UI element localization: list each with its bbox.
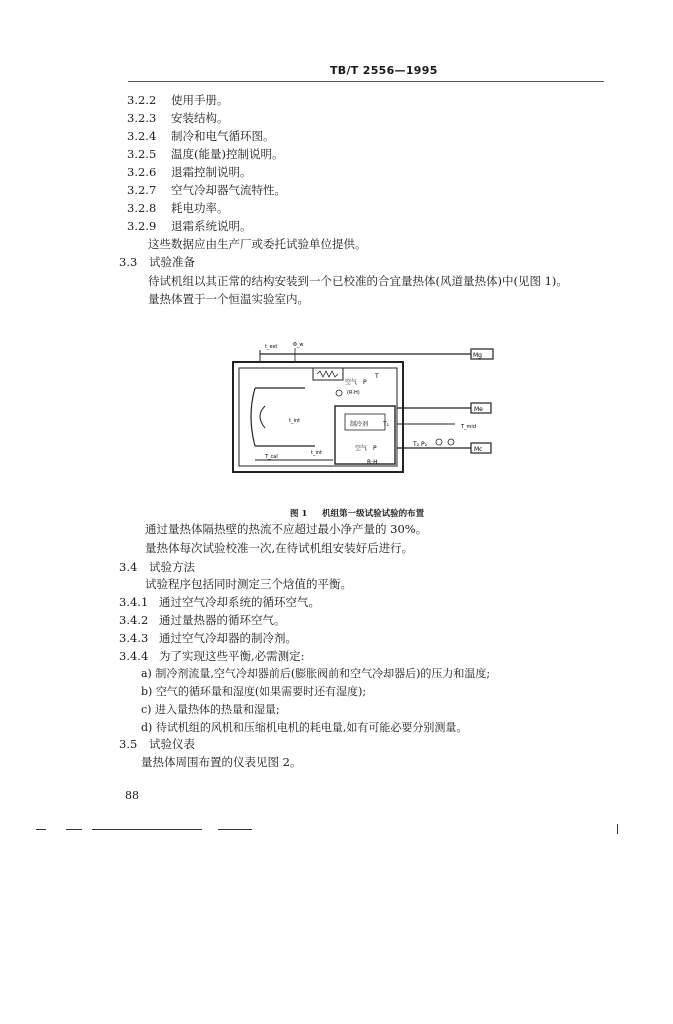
phi-w-label: Φ_w	[293, 342, 304, 348]
item-text: 温度(能量)控制说明。	[171, 147, 284, 161]
scan-mark	[36, 829, 46, 830]
item-number: 3.4.1	[119, 595, 149, 609]
scan-mark	[218, 829, 252, 830]
t-int-label: t_int	[289, 418, 300, 424]
figure-caption	[290, 507, 424, 519]
mg-label: Mg	[473, 352, 482, 359]
list-item	[127, 93, 229, 107]
item-text: 退霜控制说明。	[171, 165, 252, 179]
t-ext-label: t_ext	[265, 344, 278, 350]
item-text: 制冷和电气循环图。	[171, 129, 275, 143]
refrigerant-label: 制冷剂	[350, 421, 369, 428]
test-unit-box	[335, 406, 395, 464]
air-bottom-label: 空气	[355, 445, 368, 452]
section-title: 试验准备	[149, 255, 195, 269]
section-heading	[119, 255, 195, 269]
p-bottom-label: P	[373, 445, 377, 452]
list-item	[127, 129, 275, 143]
figure-1-diagram	[225, 336, 515, 478]
t-mid-label: T_mid	[461, 424, 476, 430]
section-title: 试验仪表	[149, 737, 195, 751]
sub-item: a) 制冷剂流量,空气冷却器前后(膨胀阀前和空气冷却器后)的压力和温度;	[141, 667, 491, 680]
paragraph: 这些数据应由生产厂或委托试验单位提供。	[148, 237, 367, 251]
item-number: 3.2.9	[127, 219, 157, 233]
rh-top-label: (R·H)	[347, 390, 360, 396]
item-number: 3.2.4	[127, 129, 157, 143]
figure-caption-number: 图 1	[290, 509, 308, 519]
list-item	[119, 631, 297, 645]
section-title: 试验方法	[149, 560, 195, 574]
figure-caption-text: 机组第一级试验试验的布置	[322, 509, 425, 519]
mc-label: Mc	[474, 446, 483, 453]
list-item	[127, 183, 286, 197]
scan-mark	[617, 824, 618, 834]
document-code-header: TB/T 2556—1995	[330, 64, 438, 77]
list-item	[119, 649, 305, 663]
item-number: 3.2.3	[127, 111, 157, 125]
item-text: 安装结构。	[171, 111, 229, 125]
section-heading	[119, 560, 195, 574]
item-text: 通过量热器的循环空气。	[159, 613, 286, 627]
sensor-circle	[436, 439, 442, 445]
item-text: 耗电功率。	[171, 201, 229, 215]
paragraph: 量热体周围布置的仪表见图 2。	[141, 755, 302, 769]
item-text: 通过空气冷却系统的循环空气。	[159, 595, 320, 609]
page-number: 88	[125, 789, 139, 802]
air-top-label: 空气	[345, 379, 358, 386]
item-number: 3.2.7	[127, 183, 157, 197]
t-cal-label: T_cal	[265, 454, 278, 460]
item-number: 3.2.8	[127, 201, 157, 215]
rh-bottom-label: R·H	[367, 459, 378, 466]
item-number: 3.4.3	[119, 631, 149, 645]
header-rule	[128, 81, 604, 82]
paragraph: 通过量热体隔热壁的热流不应超过最小净产量的 30%。	[145, 522, 428, 536]
sensor-circle-2	[448, 439, 454, 445]
section-heading	[119, 737, 195, 751]
sub-item: b) 空气的循环量和湿度(如果需要时还有湿度);	[141, 685, 367, 698]
item-text: 为了实现这些平衡,必需测定:	[159, 649, 305, 663]
paragraph: 量热体置于一个恒温实验室内。	[148, 292, 309, 306]
t1-label: T₁	[383, 421, 390, 428]
t-int-label-2: t_int	[311, 450, 322, 456]
section-number: 3.4	[119, 560, 138, 574]
scan-mark	[92, 829, 202, 830]
section-number: 3.5	[119, 737, 138, 751]
list-item	[127, 219, 252, 233]
item-text: 退霜系统说明。	[171, 219, 252, 233]
list-item	[127, 165, 252, 179]
list-item	[127, 201, 229, 215]
sub-item: c) 进入量热体的热量和湿量;	[141, 703, 280, 716]
heater-coil	[317, 371, 338, 377]
paragraph: 量热体每次试验校准一次,在待试机组安装好后进行。	[145, 541, 414, 555]
item-number: 3.2.2	[127, 93, 157, 107]
section-number: 3.3	[119, 255, 138, 269]
p-top-label: P	[363, 379, 367, 386]
item-number: 3.4.2	[119, 613, 149, 627]
t2-p2-label: T₂ P₂	[413, 441, 428, 448]
item-number: 3.2.5	[127, 147, 157, 161]
fan-top	[336, 390, 342, 396]
paragraph: 待试机组以其正常的结构安装到一个已校准的合宜量热体(风道量热体)中(见图 1)。	[148, 274, 568, 288]
paragraph: 试验程序包括同时测定三个焓值的平衡。	[145, 577, 352, 591]
sub-item: d) 待试机组的风机和压缩机电机的耗电量,如有可能必要分别测量。	[141, 721, 468, 734]
list-item	[119, 595, 320, 609]
list-item	[127, 111, 229, 125]
t-top-label: T	[375, 373, 379, 380]
item-text: 使用手册。	[171, 93, 229, 107]
scan-mark	[66, 829, 82, 830]
item-number: 3.4.4	[119, 649, 149, 663]
item-text: 通过空气冷却器的制冷剂。	[159, 631, 297, 645]
item-text: 空气冷却器气流特性。	[171, 183, 286, 197]
list-item	[119, 613, 286, 627]
list-item	[127, 147, 283, 161]
item-number: 3.2.6	[127, 165, 157, 179]
me-label: Me	[474, 406, 483, 413]
